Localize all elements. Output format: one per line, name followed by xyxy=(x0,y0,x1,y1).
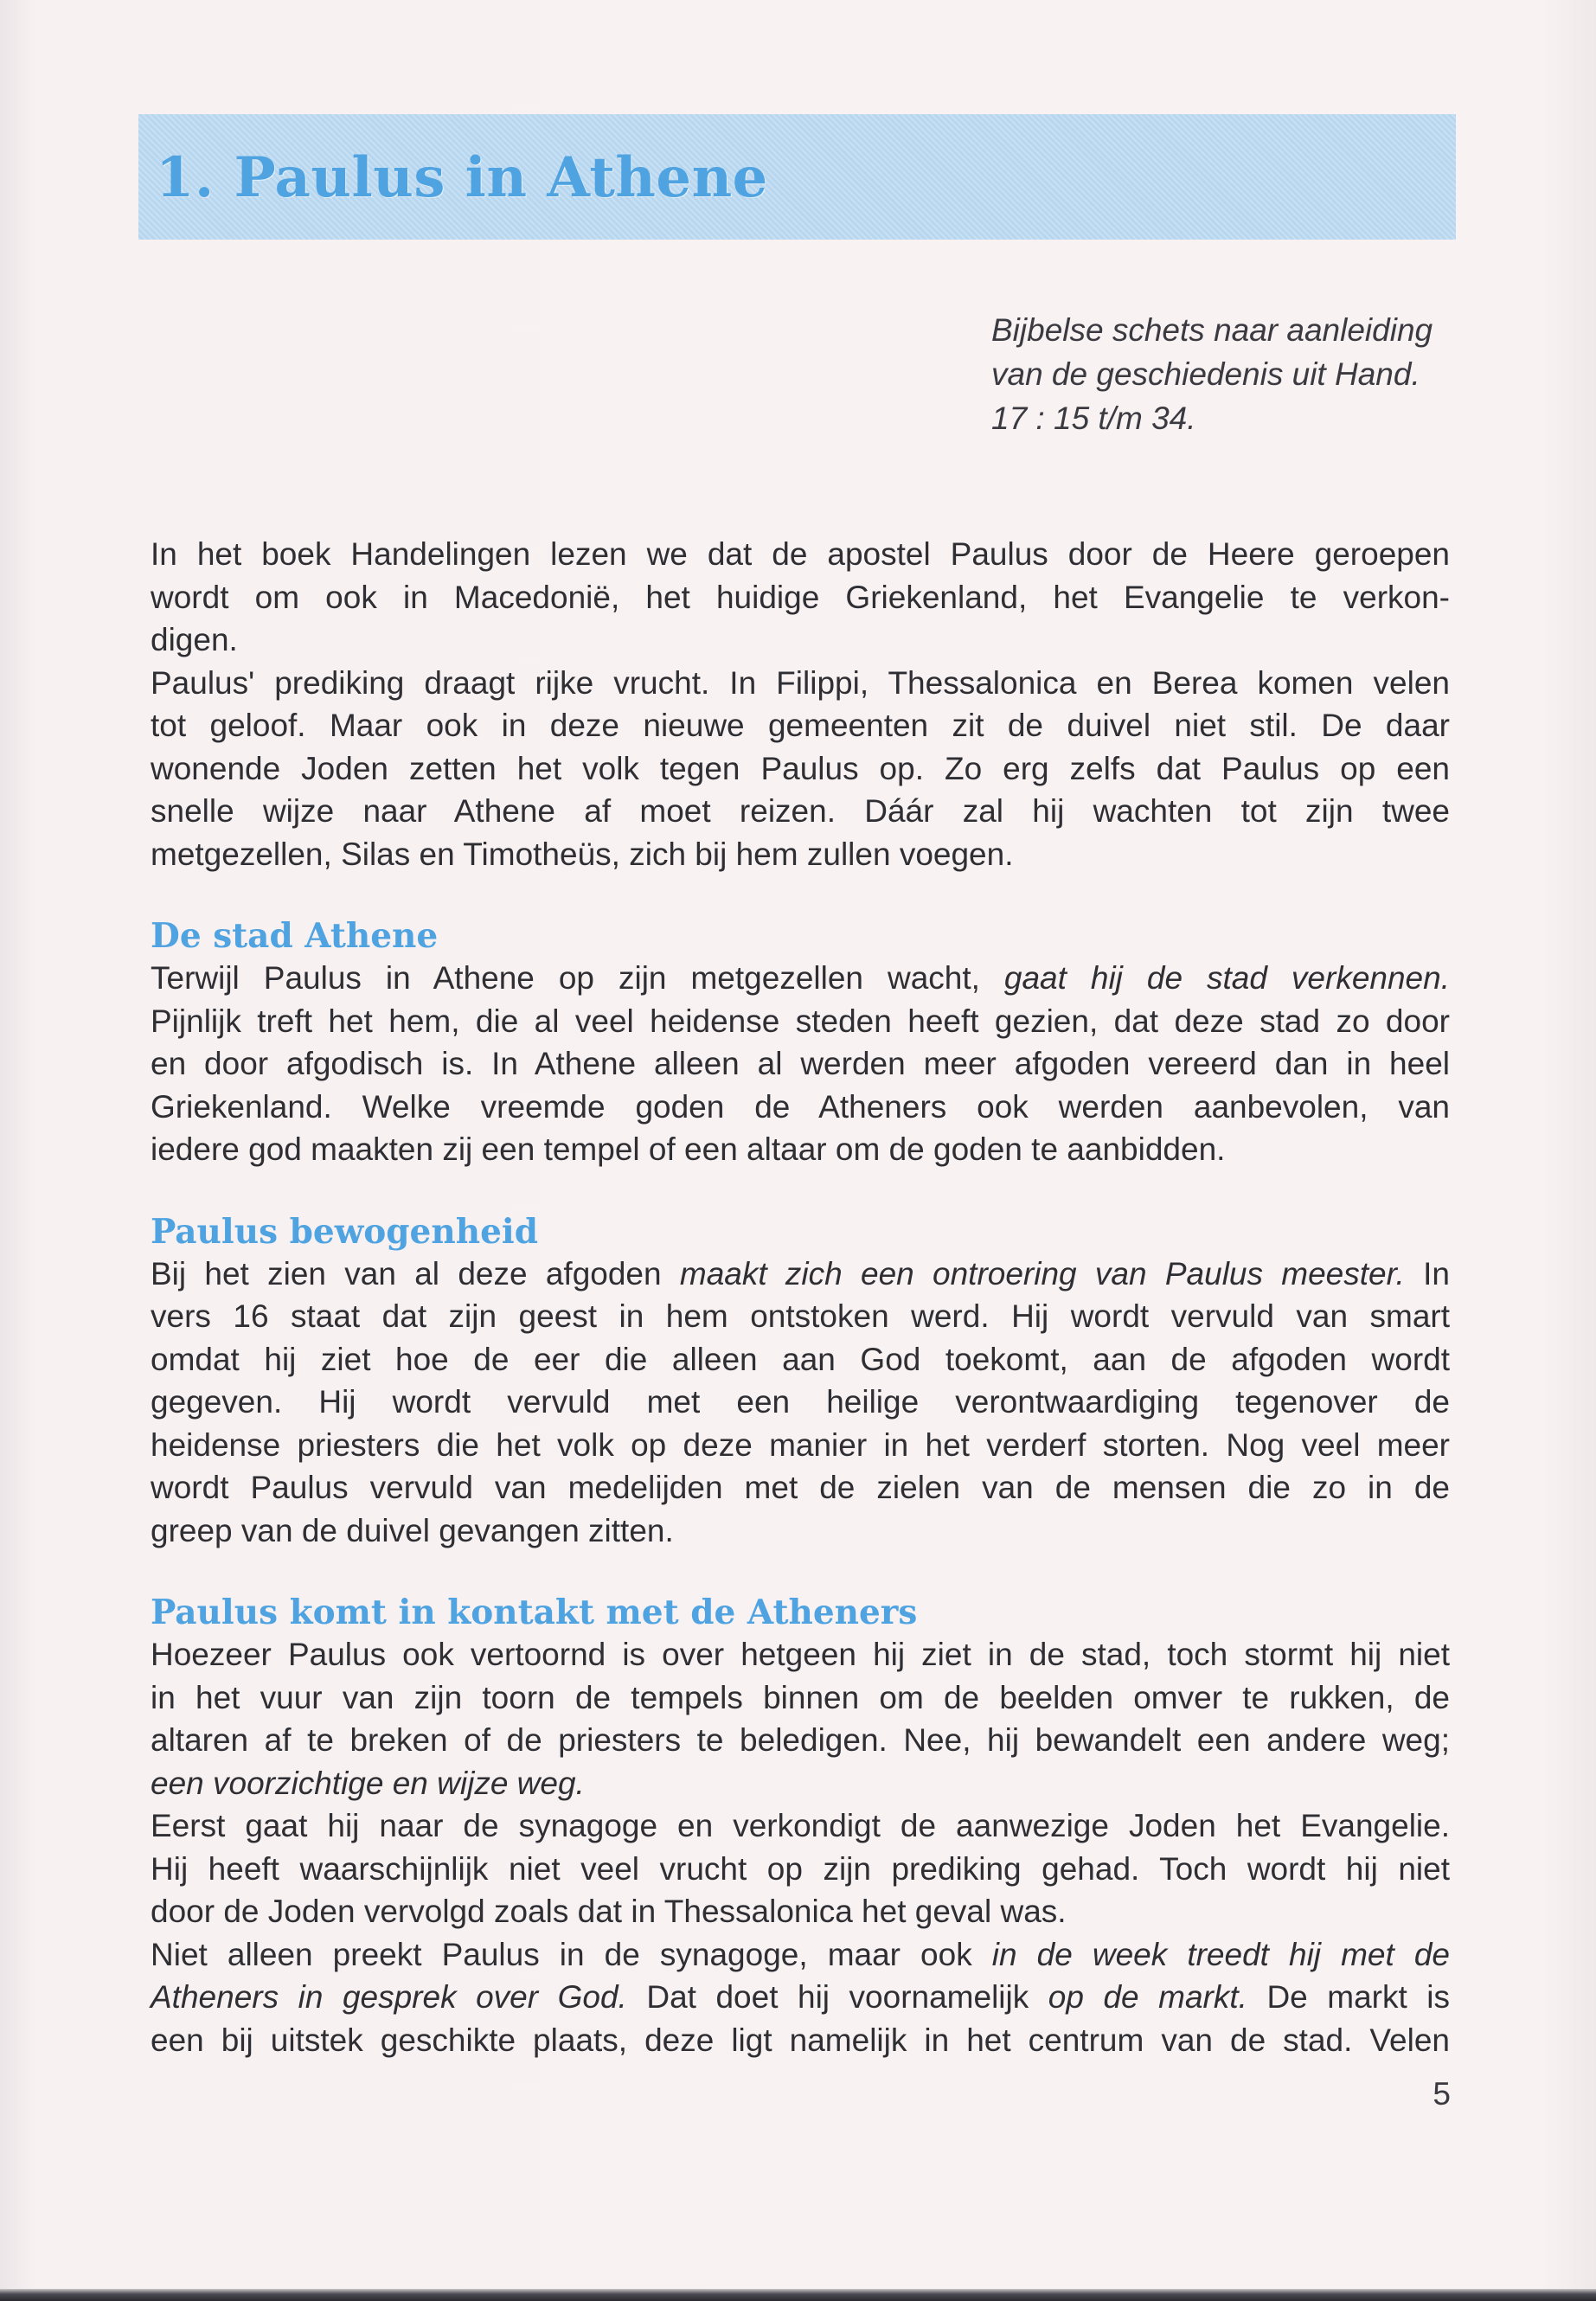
page-title: 1. Paulus in Athene xyxy=(156,145,768,210)
text-run: Niet alleen preekt Paulus in de synagoge, maar ook xyxy=(151,1936,992,1972)
italic-run: Atheners in gesprek over God. xyxy=(151,1979,627,2015)
text-line: Paulus' prediking draagt rijke vrucht. In Filippi, Thessalonica en Berea komen velen xyxy=(151,664,1450,701)
reference-line: 17 : 15 t/m 34. xyxy=(991,401,1196,436)
text-line: altaren af te breken of de priesters te beledigen. Nee, hij bewandelt een andere weg; xyxy=(151,1722,1450,1758)
body-text xyxy=(151,533,1450,2061)
text-line: metgezellen, Silas en Timotheüs, zich bij hem zullen voegen. xyxy=(151,836,1014,872)
page-bottom-edge xyxy=(0,2289,1596,2301)
scripture-reference xyxy=(991,308,1463,440)
text-line: en door afgodisch is. In Athene alleen al werden meer afgoden vereerd dan in heel xyxy=(151,1046,1450,1081)
text-line: greep van de duivel gevangen zitten. xyxy=(151,1512,674,1548)
text-line xyxy=(151,957,1450,1000)
text-line: in het vuur van zijn toorn de tempels binnen om de beelden omver te rukken, de xyxy=(151,1679,1450,1715)
section-heading-bewogenheid: Paulus bewogenheid xyxy=(151,1211,538,1252)
text-run: Bij het zien van al deze afgoden xyxy=(151,1255,680,1292)
text-line: In het boek Handelingen lezen we dat de apostel Paulus door de Heere geroepen xyxy=(151,536,1450,572)
text-line xyxy=(151,1933,1450,1977)
italic-run: maakt zich een ontroering van Paulus meester. xyxy=(679,1255,1405,1292)
section-3-paragraph-2 xyxy=(151,1804,1450,1933)
intro-paragraph-1 xyxy=(151,533,1450,662)
section-heading-kontakt: Paulus komt in kontakt met de Atheners xyxy=(151,1593,918,1632)
text-line: wordt om ook in Macedonië, het huidige Griekenland, het Evangelie te verkon- xyxy=(151,579,1450,615)
text-line: snelle wijze naar Athene af moet reizen. Dáár zal hij wachten tot zijn twee xyxy=(151,793,1450,829)
text-line: een bij uitstek geschikte plaats, deze ligt namelijk in het centrum van de stad. Velen xyxy=(151,2022,1450,2058)
page-number: 5 xyxy=(1433,2076,1451,2112)
text-line: heidense priesters die het volk op deze manier in het verderf storten. Nog veel meer xyxy=(151,1426,1450,1463)
text-line xyxy=(151,1762,1450,1805)
text-line: Eerst gaat hij naar de synagoge en verkondigt de aanwezige Joden het Evangelie. xyxy=(151,1808,1450,1843)
section-2-paragraph xyxy=(151,1253,1450,1553)
text-line: Pijnlijk treft het hem, die al veel heidense steden heeft gezien, dat deze stad zo door xyxy=(151,1003,1450,1039)
section-heading-stad-athene: De stad Athene xyxy=(151,916,439,956)
text-line: wonende Joden zetten het volk tegen Paulus op. Zo erg zelfs dat Paulus op een xyxy=(151,750,1450,786)
text-line: door de Joden vervolgd zoals dat in Thessalonica het geval was. xyxy=(151,1894,1067,1929)
italic-run: op de markt. xyxy=(1048,1979,1247,2015)
section-3-paragraph-3 xyxy=(151,1933,1450,2062)
text-line xyxy=(151,1253,1450,1296)
italic-run: gaat hij de stad verkennen. xyxy=(1003,960,1450,996)
text-line: digen. xyxy=(151,622,238,657)
italic-run: een voorzichtige en wijze weg. xyxy=(151,1765,585,1801)
text-line: Hij heeft waarschijnlijk niet veel vrucht op zijn prediking gehad. Toch wordt hij niet xyxy=(151,1850,1450,1887)
text-run: Dat doet hij voornamelijk xyxy=(626,1979,1048,2015)
text-line: Hoezeer Paulus ook vertoornd is over hetgeen hij ziet in de stad, toch stormt hij niet xyxy=(151,1637,1450,1672)
text-run: Terwijl Paulus in Athene op zijn metgezellen wacht, xyxy=(151,960,1004,996)
italic-run: in de week treedt hij met de xyxy=(991,1936,1451,1972)
reference-line: Bijbelse schets naar aanleiding xyxy=(991,312,1433,348)
text-line: gegeven. Hij wordt vervuld met een heilige verontwaardiging tegenover de xyxy=(151,1384,1450,1420)
text-line: iedere god maakten zij een tempel of een altaar om de goden te aanbidden. xyxy=(151,1131,1226,1167)
text-line: Griekenland. Welke vreemde goden de Atheners ook werden aanbevolen, van xyxy=(151,1088,1450,1125)
text-run: De markt is xyxy=(1247,1979,1451,2015)
text-run: In xyxy=(1404,1255,1450,1292)
text-line: tot geloof. Maar ook in deze nieuwe gemeenten zit de duivel niet stil. De daar xyxy=(151,708,1450,743)
text-line: vers 16 staat dat zijn geest in hem ontstoken werd. Hij wordt vervuld van smart xyxy=(151,1298,1450,1334)
section-1-paragraph xyxy=(151,957,1450,1171)
text-line: wordt Paulus vervuld van medelijden met de zielen van de mensen die zo in de xyxy=(151,1470,1450,1505)
section-3-paragraph-1 xyxy=(151,1633,1450,1804)
intro-paragraph-2 xyxy=(151,662,1450,876)
text-line xyxy=(151,1976,1450,2019)
reference-line: van de geschiedenis uit Hand. xyxy=(991,356,1420,392)
title-band xyxy=(138,114,1456,240)
text-line: omdat hij ziet hoe de eer die alleen aan God toekomt, aan de afgoden wordt xyxy=(151,1341,1450,1377)
